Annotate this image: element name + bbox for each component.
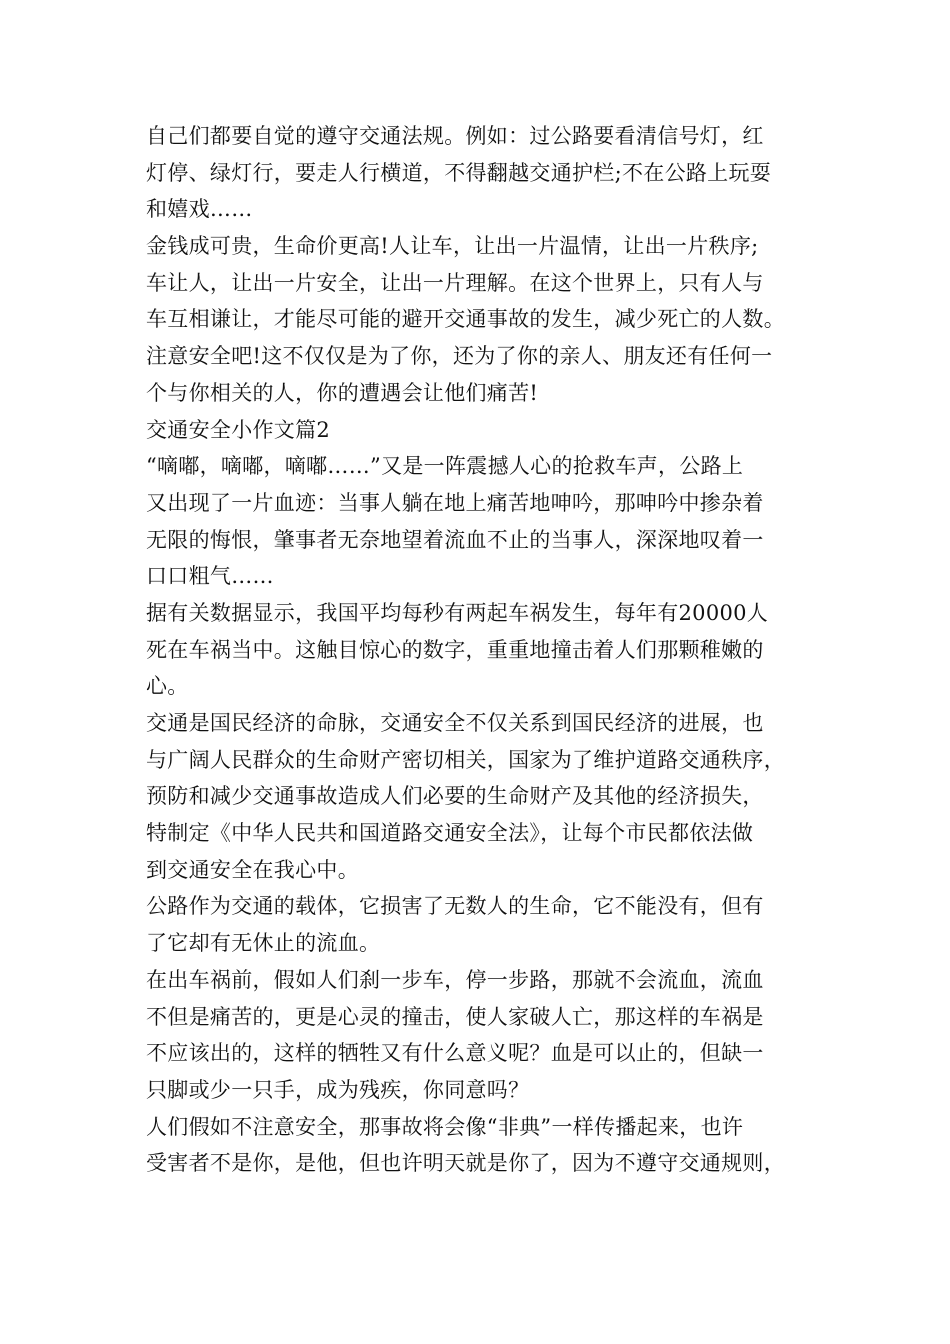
text-line: 死在车祸当中。这触目惊心的数字，重重地撞击着人们那颗稚嫩的 [146, 637, 764, 662]
text-line: 注意安全吧!这不仅仅是为了你，还为了你的亲人、朋友还有任何一 [146, 344, 773, 369]
text-line: 了它却有无休止的流血。 [146, 931, 381, 956]
text-line: 自己们都要自觉的遵守交通法规。例如：过公路要看清信号灯，红 [146, 124, 764, 148]
text-line: 口口粗气…… [146, 564, 274, 589]
text-line: 与广阔人民群众的生命财产密切相关，国家为了维护道路交通秩序， [146, 747, 785, 772]
text-line: 只脚或少一只手，成为残疾，你同意吗？ [146, 1077, 530, 1102]
text-line: 灯停、绿灯行，要走人行横道，不得翻越交通护栏;不在公路上玩耍 [146, 160, 772, 185]
text-line: 车互相谦让，才能尽可能的避开交通事故的发生，减少死亡的人数。 [146, 307, 785, 332]
text-line: 交通是国民经济的命脉，交通安全不仅关系到国民经济的进展，也 [146, 711, 764, 735]
text-line: 特制定《中华人民共和国道路交通安全法》，让每个市民都依法做 [146, 821, 754, 846]
text-line: 个与你相关的人，你的遭遇会让他们痛苦! [146, 380, 539, 405]
text-line: 心。 [146, 674, 189, 699]
text-line: 人们假如不注意安全，那事故将会像“非典”一样传播起来，也许 [146, 1114, 744, 1139]
text-line: 到交通安全在我心中。 [146, 857, 359, 882]
text-line: 无限的悔恨，肇事者无奈地望着流血不止的当事人，深深地叹着一 [146, 527, 764, 552]
text-line: 公路作为交通的载体，它损害了无数人的生命，它不能没有，但有 [146, 894, 764, 919]
text-line: 不应该出的，这样的牺牲又有什么意义呢？血是可以止的，但缺一 [146, 1041, 764, 1066]
section-heading: 交通安全小作文篇2 [146, 417, 331, 442]
text-line: 和嬉戏…… [146, 197, 253, 222]
text-line: 又出现了一片血迹：当事人躺在地上痛苦地呻吟，那呻吟中掺杂着 [146, 490, 764, 515]
text-line: 金钱成可贵，生命价更高!人让车，让出一片温情，让出一片秩序; [146, 234, 759, 259]
text-line: “嘀嘟，嘀嘟，嘀嘟……”又是一阵震撼人心的抢救车声，公路上 [146, 454, 744, 479]
text-line: 不但是痛苦的，更是心灵的撞击，使人家破人亡，那这样的车祸是 [146, 1004, 764, 1029]
text-line: 车让人，让出一片安全，让出一片理解。在这个世界上，只有人与 [146, 270, 764, 295]
text-line: 据有关数据显示，我国平均每秒有两起车祸发生，每年有20000人 [146, 600, 769, 625]
text-line: 预防和减少交通事故造成人们必要的生命财产及其他的经济损失， [146, 784, 764, 809]
text-line: 受害者不是你，是他，但也许明天就是你了，因为不遵守交通规则， [146, 1151, 785, 1176]
document-body [146, 118, 836, 1182]
text-line: 在出车祸前，假如人们刹一步车，停一步路，那就不会流血，流血 [146, 967, 764, 992]
